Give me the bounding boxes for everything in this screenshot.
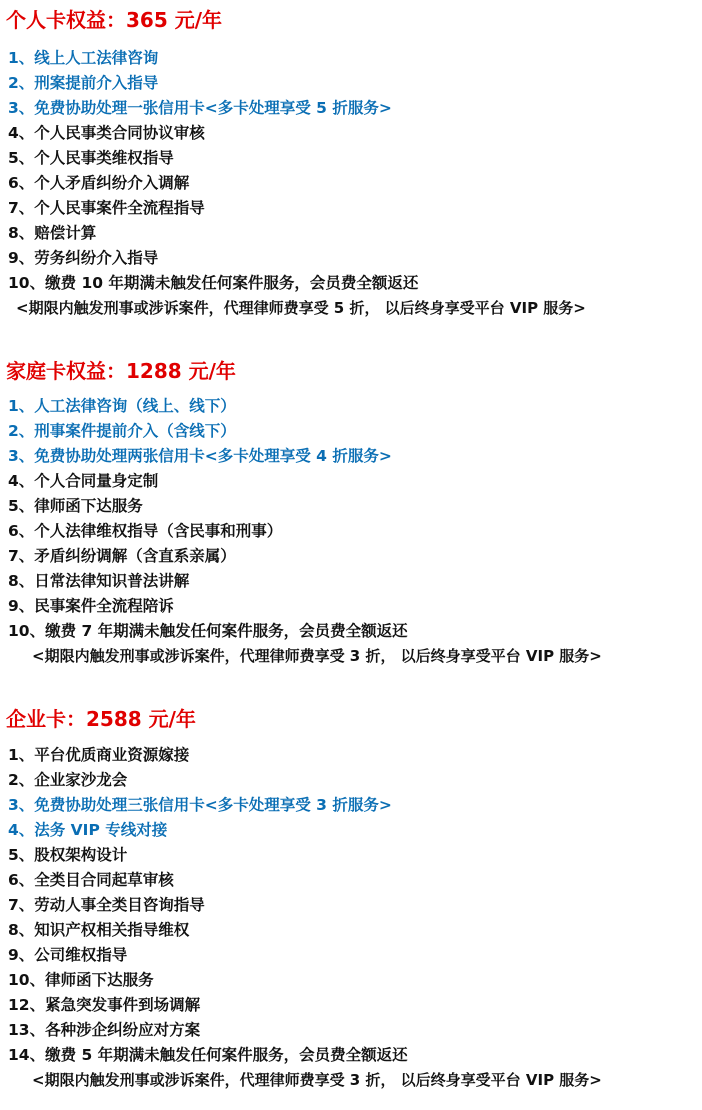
benefit-item: 4、法务 VIP 专线对接 (8, 821, 168, 839)
terms-note: <期限内触发刑事或涉诉案件，代理律师费享受 3 折， 以后终身享受平台 VIP 服务> (32, 1071, 602, 1089)
benefit-item: 13、各种涉企纠纷应对方案 (8, 1021, 201, 1039)
benefit-item: 5、律师函下达服务 (8, 497, 143, 515)
benefit-item: 7、矛盾纠纷调解（含直系亲属） (8, 547, 236, 565)
benefit-item: 8、日常法律知识普法讲解 (8, 572, 190, 590)
benefit-item: 8、知识产权相关指导维权 (8, 921, 190, 939)
benefit-item: 3、免费协助处理一张信用卡<多卡处理享受 5 折服务> (8, 99, 392, 117)
benefit-item: 3、免费协助处理三张信用卡<多卡处理享受 3 折服务> (8, 796, 392, 814)
benefit-item: 5、股权架构设计 (8, 846, 128, 864)
benefit-item: 6、个人法律维权指导（含民事和刑事） (8, 522, 283, 540)
benefit-item: 2、企业家沙龙会 (8, 771, 128, 789)
benefit-item: 14、缴费 5 年期满未触发任何案件服务，会员费全额返还 (8, 1046, 408, 1064)
benefit-item: 10、缴费 7 年期满未触发任何案件服务，会员费全额返还 (8, 622, 408, 640)
benefit-item: 4、个人民事类合同协议审核 (8, 124, 205, 142)
benefit-item: 8、赔偿计算 (8, 224, 97, 242)
section-title: 个人卡权益：365 元/年 (6, 8, 223, 32)
terms-note: <期限内触发刑事或涉诉案件，代理律师费享受 3 折， 以后终身享受平台 VIP 服务> (32, 647, 602, 665)
section-title: 企业卡：2588 元/年 (6, 707, 196, 731)
benefit-item: 2、刑事案件提前介入（含线下） (8, 422, 236, 440)
benefit-item: 1、人工法律咨询（线上、线下） (8, 397, 236, 415)
benefit-item: 3、免费协助处理两张信用卡<多卡处理享受 4 折服务> (8, 447, 392, 465)
benefit-item: 5、个人民事类维权指导 (8, 149, 174, 167)
benefit-item: 9、民事案件全流程陪诉 (8, 597, 174, 615)
benefit-item: 12、紧急突发事件到场调解 (8, 996, 201, 1014)
benefit-item: 1、平台优质商业资源嫁接 (8, 746, 190, 764)
benefit-item: 7、劳动人事全类目咨询指导 (8, 896, 205, 914)
benefit-item: 10、律师函下达服务 (8, 971, 154, 989)
benefit-item: 9、劳务纠纷介入指导 (8, 249, 159, 267)
terms-note: <期限内触发刑事或涉诉案件，代理律师费享受 5 折， 以后终身享受平台 VIP 服务> (16, 299, 586, 317)
benefit-item: 6、个人矛盾纠纷介入调解 (8, 174, 190, 192)
benefit-item: 6、全类目合同起草审核 (8, 871, 174, 889)
benefit-item: 10、缴费 10 年期满未触发任何案件服务，会员费全额返还 (8, 274, 419, 292)
benefit-item: 1、线上人工法律咨询 (8, 49, 159, 67)
benefit-item: 4、个人合同量身定制 (8, 472, 159, 490)
benefit-item: 7、个人民事案件全流程指导 (8, 199, 205, 217)
section-title: 家庭卡权益：1288 元/年 (6, 359, 236, 383)
benefit-item: 9、公司维权指导 (8, 946, 128, 964)
benefit-item: 2、刑案提前介入指导 (8, 74, 159, 92)
